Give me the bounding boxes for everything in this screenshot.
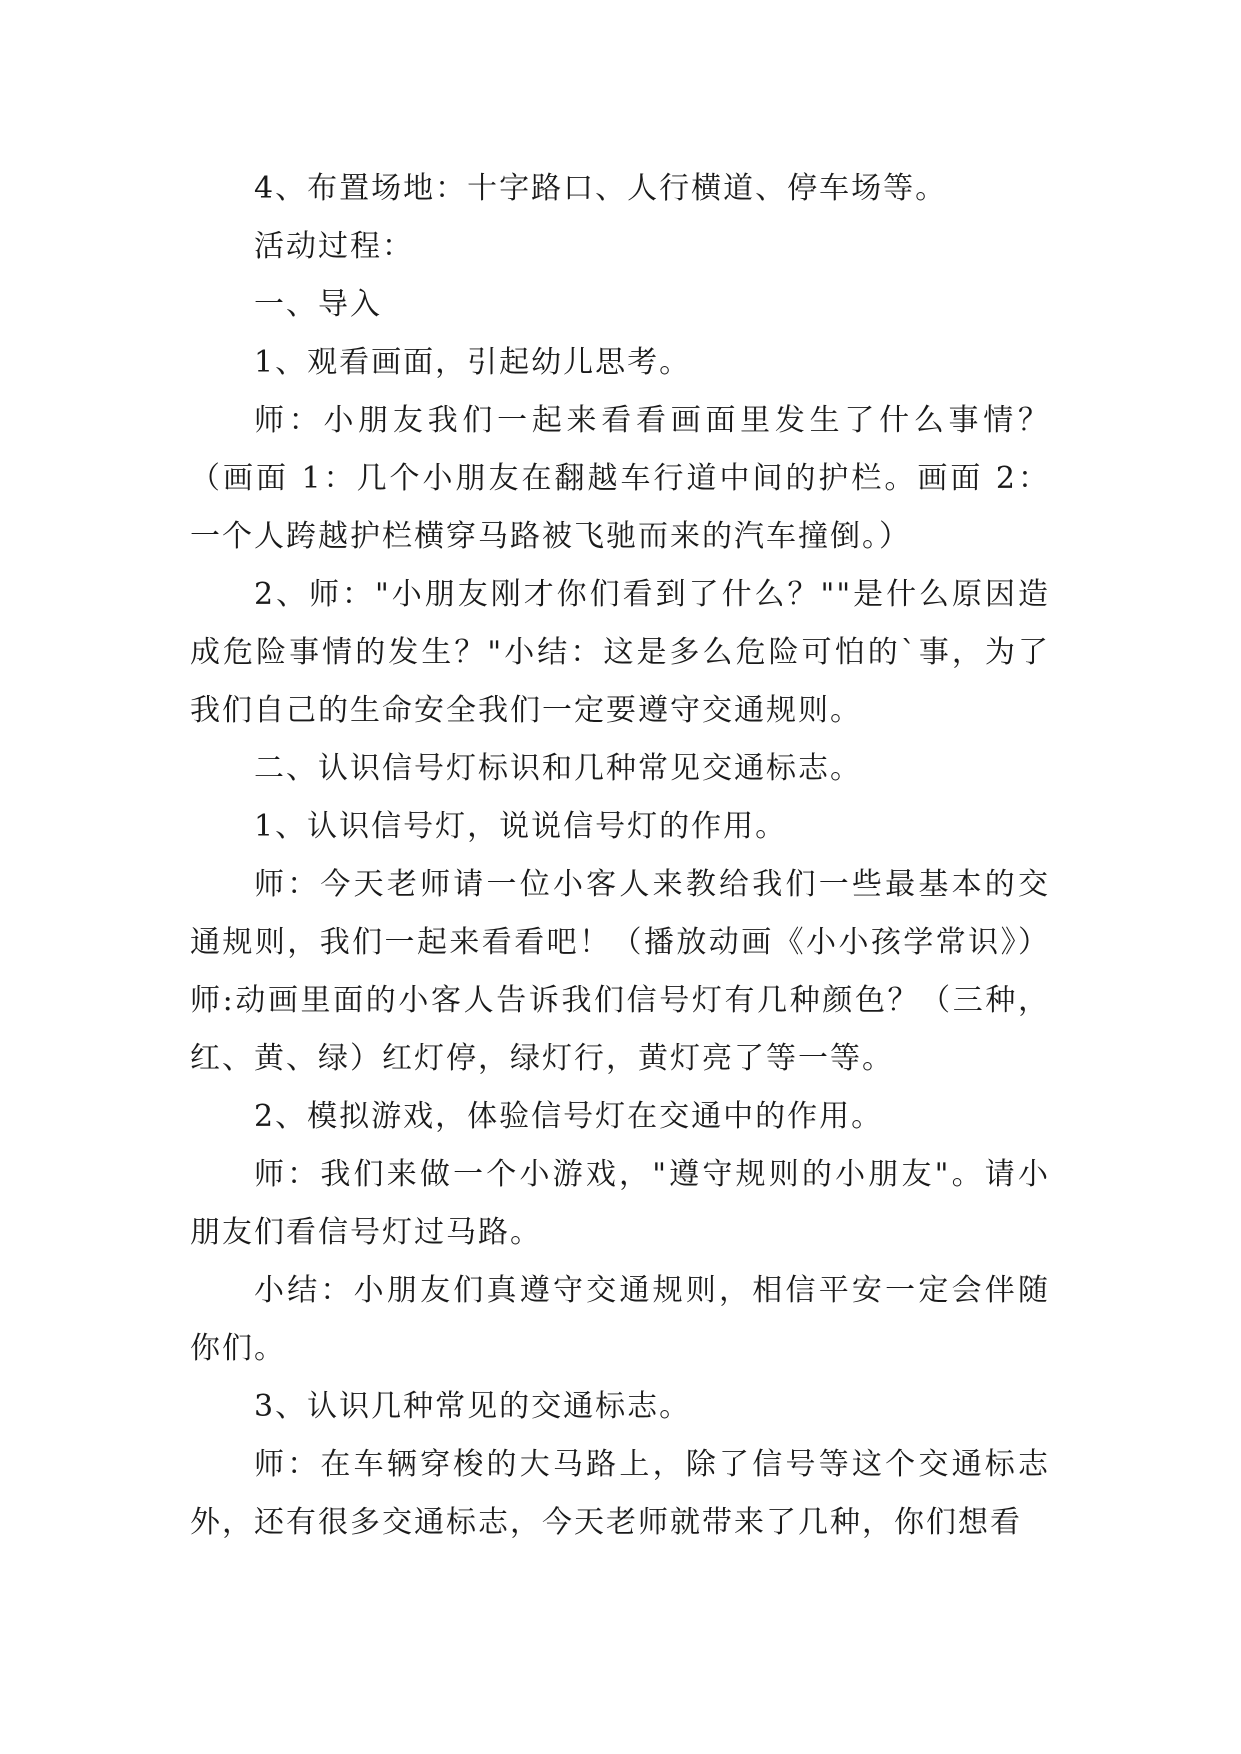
paragraph-section-intro: 一、导入 [254,287,382,322]
paragraph-teacher-game: 师：我们来做一个小游戏，"遵守规则的小朋友"。请小朋友们看信号灯过马路。 [190,1157,1050,1250]
paragraph-setup-venue: 4、布置场地：十字路口、人行横道、停车场等。 [254,171,948,206]
paragraph-simulation-game: 2、模拟游戏，体验信号灯在交通中的作用。 [254,1099,884,1134]
paragraph-watch-pictures: 1、观看画面，引起幼儿思考。 [254,345,692,380]
paragraph-summary: 小结：小朋友们真遵守交通规则，相信平安一定会伴随你们。 [190,1273,1050,1366]
paragraph-section-signals: 二、认识信号灯标识和几种常见交通标志。 [254,751,862,786]
paragraph-know-signal-lights: 1、认识信号灯，说说信号灯的作用。 [254,809,788,844]
document-body [190,160,1050,1552]
paragraph-teacher-question: 2、师："小朋友刚才你们看到了什么？""是什么原因造成危险事情的发生？"小结：这是多么危险可怕的`事，为了我们自己的生命安全我们一定要遵守交通规则。 [190,577,1050,728]
paragraph-know-traffic-signs: 3、认识几种常见的交通标志。 [254,1389,692,1424]
paragraph-teacher-pictures: 师：小朋友我们一起来看看画面里发生了什么事情？（画面 1：几个小朋友在翻越车行道中间的护栏。画面 2：一个人跨越护栏横穿马路被飞驰而来的汽车撞倒。） [190,403,1050,554]
paragraph-activity-process: 活动过程： [254,229,414,264]
paragraph-teacher-traffic-signs: 师：在车辆穿梭的大马路上，除了信号等这个交通标志外，还有很多交通标志，今天老师就带来了几种，你们想看 [190,1447,1050,1540]
paragraph-teacher-animation: 师：今天老师请一位小客人来教给我们一些最基本的交通规则，我们一起来看看吧！（播放动画《小小孩学常识》）师:动画里面的小客人告诉我们信号灯有几种颜色？（三种，红、黄、绿）红灯停，绿灯行，黄灯亮了等一等。 [190,867,1050,1076]
